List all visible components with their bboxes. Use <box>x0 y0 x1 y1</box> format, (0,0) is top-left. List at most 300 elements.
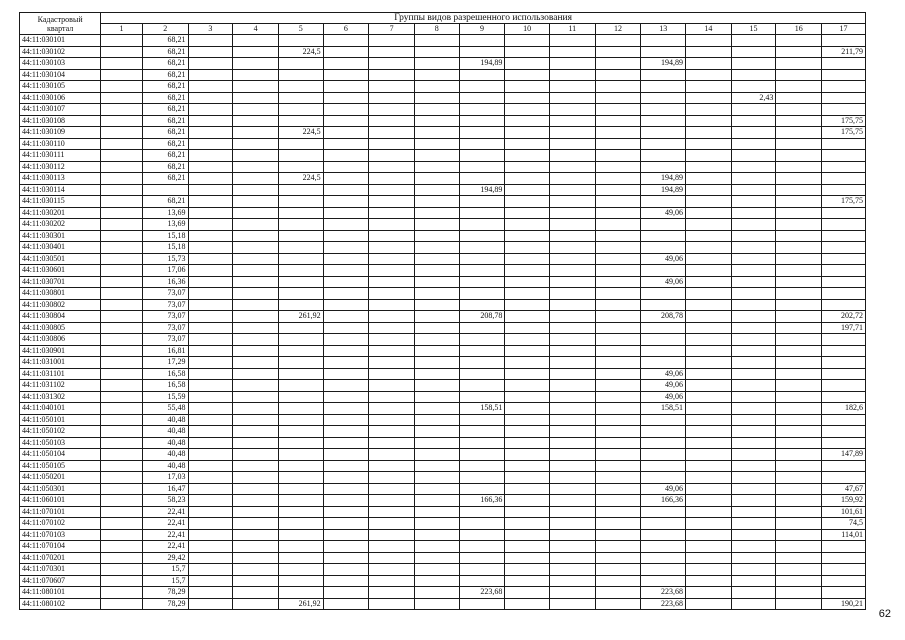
group-15-value-cell <box>731 127 776 139</box>
group-3-value-cell <box>188 288 233 300</box>
group-7-value-cell <box>369 518 415 530</box>
group-16-value-cell <box>776 46 822 58</box>
group-10-value-cell <box>505 529 550 541</box>
table-row <box>20 265 866 277</box>
group-17-value-cell <box>822 575 866 587</box>
group-6-value-cell <box>323 207 369 219</box>
group-4-value-cell <box>233 357 279 369</box>
group-3-value-cell <box>188 460 233 472</box>
group-14-value-cell <box>686 437 732 449</box>
cadastral-quarter-cell: 44:11:030108 <box>20 115 101 127</box>
group-11-value-cell <box>549 334 595 346</box>
table-row <box>20 115 866 127</box>
group-13-value-cell: 166,36 <box>641 495 686 507</box>
group-16-value-cell <box>776 104 822 116</box>
group-6-value-cell <box>323 288 369 300</box>
group-10-value-cell <box>505 265 550 277</box>
group-2-value-cell: 29,42 <box>142 552 188 564</box>
group-14-value-cell <box>686 391 732 403</box>
cadastral-quarter-cell: 44:11:030101 <box>20 35 101 47</box>
group-3-value-cell <box>188 69 233 81</box>
group-8-value-cell <box>414 368 459 380</box>
group-4-value-cell <box>233 518 279 530</box>
group-7-value-cell <box>369 92 415 104</box>
group-3-value-cell <box>188 472 233 484</box>
group-14-value-cell <box>686 357 732 369</box>
group-13-value-cell <box>641 127 686 139</box>
group-3-value-cell <box>188 552 233 564</box>
group-14-value-cell <box>686 138 732 150</box>
table-row <box>20 219 866 231</box>
group-15-value-cell <box>731 69 776 81</box>
group-5-value-cell <box>278 368 323 380</box>
group-4-value-cell <box>233 35 279 47</box>
group-7-value-cell <box>369 472 415 484</box>
group-16-value-cell <box>776 150 822 162</box>
group-17-value-cell <box>822 69 866 81</box>
group-7-value-cell <box>369 35 415 47</box>
group-11-value-cell <box>549 299 595 311</box>
group-9-value-cell: 158,51 <box>459 403 505 415</box>
group-6-value-cell <box>323 334 369 346</box>
group-5-value-cell <box>278 276 323 288</box>
table-row <box>20 437 866 449</box>
group-13-value-cell <box>641 46 686 58</box>
group-12-value-cell <box>595 253 641 265</box>
group-16-value-cell <box>776 196 822 208</box>
column-number-17: 17 <box>822 24 866 35</box>
group-12-value-cell <box>595 127 641 139</box>
group-15-value-cell <box>731 288 776 300</box>
group-3-value-cell <box>188 483 233 495</box>
cadastral-quarter-cell: 44:11:030301 <box>20 230 101 242</box>
group-16-value-cell <box>776 311 822 323</box>
table-row <box>20 495 866 507</box>
group-2-value-cell: 73,07 <box>142 311 188 323</box>
group-1-value-cell <box>101 219 143 231</box>
group-4-value-cell <box>233 288 279 300</box>
group-14-value-cell <box>686 380 732 392</box>
group-3-value-cell <box>188 253 233 265</box>
group-8-value-cell <box>414 115 459 127</box>
group-15-value-cell <box>731 161 776 173</box>
table-row <box>20 242 866 254</box>
group-2-value-cell: 55,48 <box>142 403 188 415</box>
group-2-value-cell: 17,03 <box>142 472 188 484</box>
group-5-value-cell <box>278 242 323 254</box>
group-11-value-cell <box>549 541 595 553</box>
group-15-value-cell <box>731 81 776 93</box>
group-1-value-cell <box>101 357 143 369</box>
column-number-8: 8 <box>414 24 459 35</box>
table-row <box>20 184 866 196</box>
group-8-value-cell <box>414 35 459 47</box>
group-14-value-cell <box>686 426 732 438</box>
group-10-value-cell <box>505 173 550 185</box>
group-17-value-cell <box>822 58 866 70</box>
group-12-value-cell <box>595 104 641 116</box>
column-number-16: 16 <box>776 24 822 35</box>
group-8-value-cell <box>414 472 459 484</box>
group-1-value-cell <box>101 414 143 426</box>
group-5-value-cell <box>278 483 323 495</box>
group-15-value-cell <box>731 276 776 288</box>
table-row <box>20 391 866 403</box>
group-17-value-cell <box>822 138 866 150</box>
table-row <box>20 472 866 484</box>
group-9-value-cell <box>459 173 505 185</box>
group-10-value-cell <box>505 345 550 357</box>
group-17-value-cell <box>822 345 866 357</box>
cadastral-quarter-cell: 44:11:070102 <box>20 518 101 530</box>
group-6-value-cell <box>323 276 369 288</box>
group-6-value-cell <box>323 265 369 277</box>
group-7-value-cell <box>369 403 415 415</box>
group-2-value-cell: 78,29 <box>142 598 188 610</box>
group-15-value-cell <box>731 472 776 484</box>
group-14-value-cell <box>686 575 732 587</box>
group-8-value-cell <box>414 598 459 610</box>
group-11-value-cell <box>549 322 595 334</box>
group-1-value-cell <box>101 253 143 265</box>
group-9-value-cell <box>459 35 505 47</box>
group-4-value-cell <box>233 391 279 403</box>
group-11-value-cell <box>549 92 595 104</box>
group-5-value-cell: 224,5 <box>278 173 323 185</box>
group-5-value-cell <box>278 138 323 150</box>
group-6-value-cell <box>323 35 369 47</box>
group-15-value-cell <box>731 196 776 208</box>
group-10-value-cell <box>505 196 550 208</box>
group-9-value-cell <box>459 253 505 265</box>
group-7-value-cell <box>369 173 415 185</box>
group-5-value-cell <box>278 380 323 392</box>
group-1-value-cell <box>101 173 143 185</box>
group-10-value-cell <box>505 575 550 587</box>
group-17-value-cell: 175,75 <box>822 127 866 139</box>
group-5-value-cell <box>278 196 323 208</box>
group-11-value-cell <box>549 391 595 403</box>
group-8-value-cell <box>414 150 459 162</box>
group-6-value-cell <box>323 138 369 150</box>
group-4-value-cell <box>233 46 279 58</box>
group-12-value-cell <box>595 541 641 553</box>
group-5-value-cell <box>278 541 323 553</box>
group-13-value-cell <box>641 219 686 231</box>
group-6-value-cell <box>323 437 369 449</box>
group-2-value-cell: 73,07 <box>142 334 188 346</box>
group-14-value-cell <box>686 288 732 300</box>
group-17-value-cell: 182,6 <box>822 403 866 415</box>
group-16-value-cell <box>776 472 822 484</box>
group-6-value-cell <box>323 104 369 116</box>
group-3-value-cell <box>188 345 233 357</box>
group-17-value-cell <box>822 161 866 173</box>
group-17-value-cell <box>822 35 866 47</box>
group-3-value-cell <box>188 449 233 461</box>
group-11-value-cell <box>549 345 595 357</box>
table-row <box>20 587 866 599</box>
group-17-value-cell <box>822 173 866 185</box>
group-1-value-cell <box>101 322 143 334</box>
group-7-value-cell <box>369 311 415 323</box>
group-2-value-cell: 68,21 <box>142 35 188 47</box>
group-16-value-cell <box>776 35 822 47</box>
group-5-value-cell <box>278 322 323 334</box>
table-row <box>20 150 866 162</box>
cadastral-quarter-cell: 44:11:030701 <box>20 276 101 288</box>
cadastral-quarter-cell: 44:11:030501 <box>20 253 101 265</box>
group-15-value-cell <box>731 460 776 472</box>
table-row <box>20 529 866 541</box>
group-8-value-cell <box>414 104 459 116</box>
group-17-value-cell <box>822 391 866 403</box>
group-15-value-cell <box>731 518 776 530</box>
group-6-value-cell <box>323 58 369 70</box>
group-3-value-cell <box>188 81 233 93</box>
group-5-value-cell <box>278 58 323 70</box>
group-13-value-cell <box>641 345 686 357</box>
group-9-value-cell: 194,89 <box>459 58 505 70</box>
group-2-value-cell: 15,7 <box>142 564 188 576</box>
group-9-value-cell <box>459 472 505 484</box>
group-1-value-cell <box>101 196 143 208</box>
group-1-value-cell <box>101 69 143 81</box>
column-number-1: 1 <box>101 24 143 35</box>
group-3-value-cell <box>188 299 233 311</box>
group-4-value-cell <box>233 299 279 311</box>
group-5-value-cell <box>278 265 323 277</box>
group-10-value-cell <box>505 46 550 58</box>
group-2-value-cell: 22,41 <box>142 518 188 530</box>
group-15-value-cell <box>731 230 776 242</box>
group-2-value-cell: 68,21 <box>142 161 188 173</box>
column-number-11: 11 <box>549 24 595 35</box>
group-1-value-cell <box>101 460 143 472</box>
table-row <box>20 299 866 311</box>
group-15-value-cell <box>731 426 776 438</box>
group-14-value-cell <box>686 92 732 104</box>
group-8-value-cell <box>414 276 459 288</box>
group-5-value-cell <box>278 552 323 564</box>
group-17-value-cell <box>822 207 866 219</box>
group-6-value-cell <box>323 483 369 495</box>
group-3-value-cell <box>188 207 233 219</box>
group-9-value-cell <box>459 437 505 449</box>
group-11-value-cell <box>549 460 595 472</box>
group-9-value-cell <box>459 230 505 242</box>
cadastral-quarter-cell: 44:11:070607 <box>20 575 101 587</box>
group-4-value-cell <box>233 437 279 449</box>
group-15-value-cell <box>731 265 776 277</box>
group-8-value-cell <box>414 92 459 104</box>
group-17-value-cell <box>822 414 866 426</box>
group-3-value-cell <box>188 506 233 518</box>
group-10-value-cell <box>505 483 550 495</box>
group-13-value-cell <box>641 104 686 116</box>
group-13-value-cell <box>641 575 686 587</box>
group-12-value-cell <box>595 322 641 334</box>
group-15-value-cell: 2,43 <box>731 92 776 104</box>
group-9-value-cell <box>459 92 505 104</box>
table-header <box>20 13 866 35</box>
column-number-3: 3 <box>188 24 233 35</box>
group-6-value-cell <box>323 196 369 208</box>
group-12-value-cell <box>595 426 641 438</box>
group-10-value-cell <box>505 230 550 242</box>
group-16-value-cell <box>776 587 822 599</box>
group-2-value-cell: 68,21 <box>142 138 188 150</box>
group-15-value-cell <box>731 564 776 576</box>
cadastral-quarter-cell: 44:11:050301 <box>20 483 101 495</box>
group-14-value-cell <box>686 207 732 219</box>
group-17-value-cell: 101,61 <box>822 506 866 518</box>
group-9-value-cell: 166,36 <box>459 495 505 507</box>
group-16-value-cell <box>776 334 822 346</box>
group-9-value-cell <box>459 541 505 553</box>
table-row <box>20 575 866 587</box>
group-2-value-cell: 17,06 <box>142 265 188 277</box>
group-10-value-cell <box>505 449 550 461</box>
cadastral-quarter-cell: 44:11:030202 <box>20 219 101 231</box>
group-17-value-cell <box>822 541 866 553</box>
cadastral-quarter-cell: 44:11:050103 <box>20 437 101 449</box>
group-4-value-cell <box>233 506 279 518</box>
cadastral-quarter-cell: 44:11:030110 <box>20 138 101 150</box>
group-7-value-cell <box>369 391 415 403</box>
group-4-value-cell <box>233 127 279 139</box>
group-17-value-cell: 47,67 <box>822 483 866 495</box>
group-3-value-cell <box>188 575 233 587</box>
group-10-value-cell <box>505 253 550 265</box>
group-8-value-cell <box>414 449 459 461</box>
cadastral-quarter-cell: 44:11:030109 <box>20 127 101 139</box>
table-row <box>20 541 866 553</box>
group-7-value-cell <box>369 81 415 93</box>
group-1-value-cell <box>101 311 143 323</box>
group-7-value-cell <box>369 276 415 288</box>
group-12-value-cell <box>595 311 641 323</box>
column-number-7: 7 <box>369 24 415 35</box>
group-4-value-cell <box>233 587 279 599</box>
group-4-value-cell <box>233 380 279 392</box>
group-4-value-cell <box>233 311 279 323</box>
group-14-value-cell <box>686 58 732 70</box>
group-8-value-cell <box>414 495 459 507</box>
cadastral-quarter-cell: 44:11:030111 <box>20 150 101 162</box>
group-17-value-cell: 190,21 <box>822 598 866 610</box>
group-14-value-cell <box>686 253 732 265</box>
group-4-value-cell <box>233 575 279 587</box>
column-number-5: 5 <box>278 24 323 35</box>
group-9-value-cell <box>459 299 505 311</box>
group-16-value-cell <box>776 115 822 127</box>
group-9-value-cell <box>459 575 505 587</box>
group-10-value-cell <box>505 357 550 369</box>
group-5-value-cell <box>278 518 323 530</box>
group-15-value-cell <box>731 529 776 541</box>
group-11-value-cell <box>549 150 595 162</box>
group-12-value-cell <box>595 265 641 277</box>
group-11-value-cell <box>549 115 595 127</box>
group-4-value-cell <box>233 138 279 150</box>
group-9-value-cell <box>459 506 505 518</box>
group-6-value-cell <box>323 552 369 564</box>
group-9-value-cell <box>459 598 505 610</box>
table-row <box>20 311 866 323</box>
group-2-value-cell: 15,59 <box>142 391 188 403</box>
group-5-value-cell <box>278 104 323 116</box>
group-3-value-cell <box>188 495 233 507</box>
group-12-value-cell <box>595 495 641 507</box>
group-14-value-cell <box>686 150 732 162</box>
table-row <box>20 322 866 334</box>
table-row <box>20 92 866 104</box>
groups-title: Группы видов разрешенного использования <box>101 13 866 24</box>
group-7-value-cell <box>369 127 415 139</box>
group-2-value-cell: 68,21 <box>142 196 188 208</box>
group-9-value-cell <box>459 334 505 346</box>
group-15-value-cell <box>731 184 776 196</box>
group-8-value-cell <box>414 58 459 70</box>
group-11-value-cell <box>549 35 595 47</box>
group-1-value-cell <box>101 58 143 70</box>
group-14-value-cell <box>686 564 732 576</box>
group-6-value-cell <box>323 598 369 610</box>
table-row <box>20 161 866 173</box>
group-6-value-cell <box>323 403 369 415</box>
group-12-value-cell <box>595 368 641 380</box>
group-12-value-cell <box>595 138 641 150</box>
cadastral-quarter-cell: 44:11:030601 <box>20 265 101 277</box>
group-17-value-cell <box>822 299 866 311</box>
group-16-value-cell <box>776 575 822 587</box>
group-3-value-cell <box>188 265 233 277</box>
group-2-value-cell: 73,07 <box>142 322 188 334</box>
group-7-value-cell <box>369 265 415 277</box>
group-1-value-cell <box>101 437 143 449</box>
group-17-value-cell <box>822 472 866 484</box>
group-7-value-cell <box>369 334 415 346</box>
group-9-value-cell <box>459 518 505 530</box>
group-6-value-cell <box>323 92 369 104</box>
cadastral-quarter-cell: 44:11:030115 <box>20 196 101 208</box>
column-number-6: 6 <box>323 24 369 35</box>
group-13-value-cell <box>641 506 686 518</box>
group-6-value-cell <box>323 506 369 518</box>
group-10-value-cell <box>505 81 550 93</box>
group-13-value-cell <box>641 115 686 127</box>
table-row <box>20 564 866 576</box>
group-3-value-cell <box>188 242 233 254</box>
group-14-value-cell <box>686 299 732 311</box>
group-9-value-cell <box>459 242 505 254</box>
group-17-value-cell <box>822 276 866 288</box>
group-16-value-cell <box>776 207 822 219</box>
group-11-value-cell <box>549 472 595 484</box>
group-17-value-cell: 211,79 <box>822 46 866 58</box>
group-10-value-cell <box>505 288 550 300</box>
group-10-value-cell <box>505 391 550 403</box>
group-2-value-cell: 68,21 <box>142 104 188 116</box>
group-11-value-cell <box>549 184 595 196</box>
group-9-value-cell <box>459 265 505 277</box>
group-15-value-cell <box>731 380 776 392</box>
group-1-value-cell <box>101 541 143 553</box>
group-3-value-cell <box>188 529 233 541</box>
group-17-value-cell <box>822 150 866 162</box>
cadastral-quarter-cell: 44:11:030112 <box>20 161 101 173</box>
